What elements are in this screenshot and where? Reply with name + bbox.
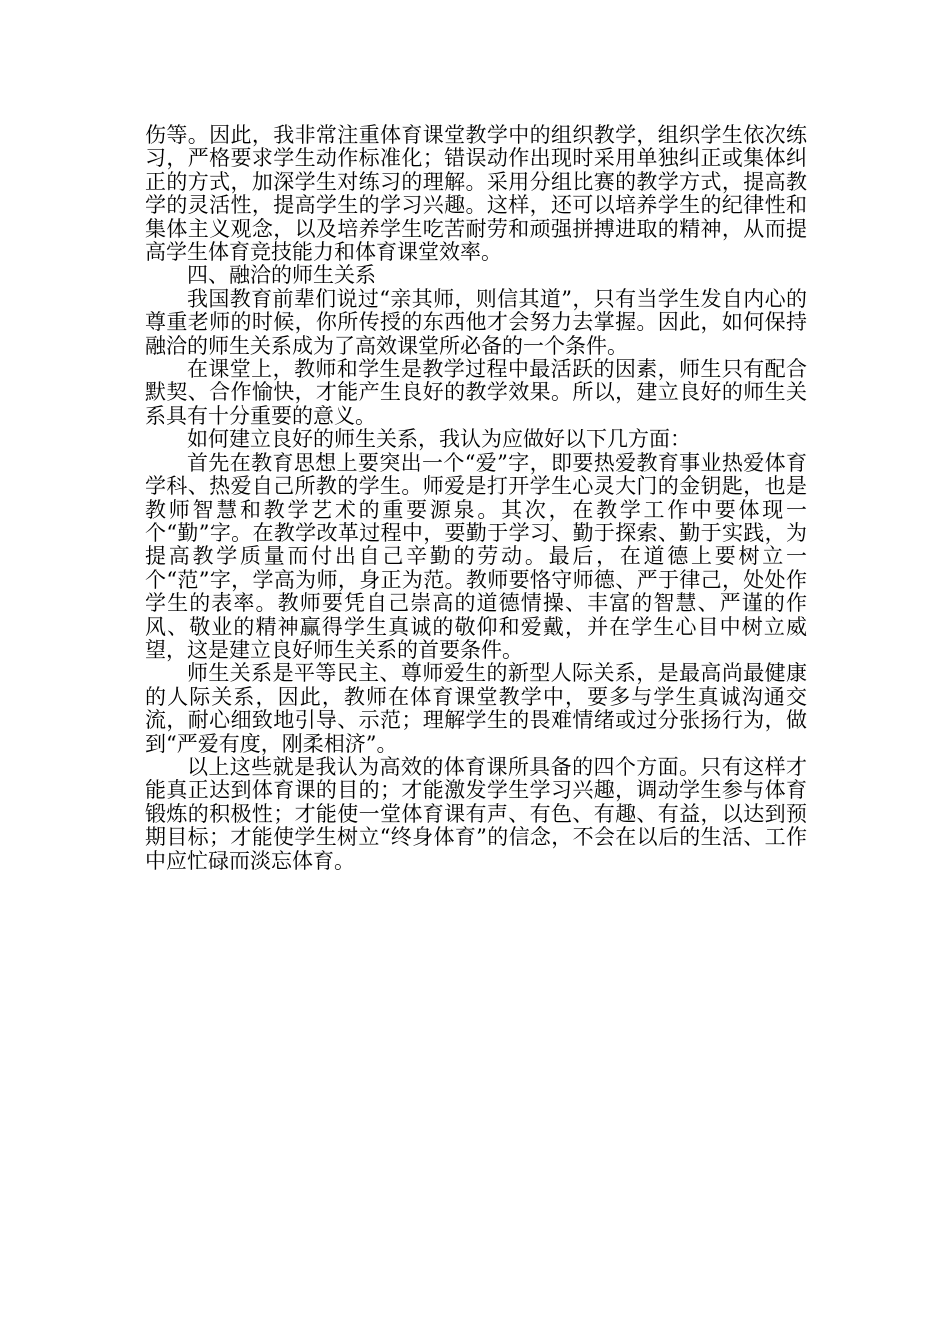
paragraph-conclusion: 以上这些就是我认为高效的体育课所具备的四个方面。只有这样才能真正达到体育课的目的；才能激发学生学习兴趣，调动学生参与体育锻炼的积极性；才能使一堂体育课有声、有色、有趣、有益，以达到预期目标；才能使学生树立“终身体育”的信念，不会在以后的生活、工作中应忙碌而淡忘体育。 — [145, 754, 807, 873]
section-heading-four: 四、融洽的师生关系 — [187, 263, 376, 288]
paragraph-continuation: 伤等。因此，我非常注重体育课堂教学中的组织教学，组织学生依次练习，严格要求学生动作标准化；错误动作出现时采用单独纠正或集体纠正的方式，加深学生对练习的理解。采用分组比赛的教学方式，提高教学的灵活性，提高学生的学习兴趣。这样，还可以培养学生的纪律性和集体主义观念，以及培养学生吃苦耐劳和顽强拼搏进取的精神，从而提高学生体育竞技能力和体育课堂效率。 — [145, 123, 807, 265]
paragraph: 师生关系是平等民主、尊师爱生的新型人际关系，是最高尚最健康的人际关系，因此，教师在体育课堂教学中，要多与学生真诚沟通交流，耐心细致地引导、示范；理解学生的畏难情绪或过分张扬行为，做到“严爱有度，刚柔相济”。 — [145, 661, 807, 756]
paragraph: 我国教育前辈们说过“亲其师，则信其道”，只有当学生发自内心的尊重老师的时候，你所传授的东西他才会努力去掌握。因此，如何保持融洽的师生关系成为了高效课堂所必备的一个条件。 — [145, 286, 807, 358]
paragraph: 首先在教育思想上要突出一个“爱”字，即要热爱教育事业热爱体育学科、热爱自己所教的学生。师爱是打开学生心灵大门的金钥匙，也是教师智慧和教学艺术的重要源泉。其次，在教学工作中要体现一个“勤”字。在教学改革过程中，要勤于学习、勤于探索、勤于实践，为提高教学质量而付出自己辛勤的劳动。最后，在道德上要树立一个“范”字，学高为师，身正为范。教师要恪守师德、严于律己，处处作学生的表率。教师要凭自己崇高的道德情操、丰富的智慧、严谨的作风、敬业的精神赢得学生真诚的敬仰和爱戴，并在学生心目中树立威望，这是建立良好师生关系的首要条件。 — [145, 450, 807, 662]
document-body — [145, 124, 807, 873]
paragraph: 如何建立良好的师生关系，我认为应做好以下几方面： — [187, 427, 691, 452]
paragraph: 在课堂上，教师和学生是教学过程中最活跃的因素，师生只有配合默契、合作愉快，才能产生良好的教学效果。所以，建立良好的师生关系具有十分重要的意义。 — [145, 357, 807, 428]
